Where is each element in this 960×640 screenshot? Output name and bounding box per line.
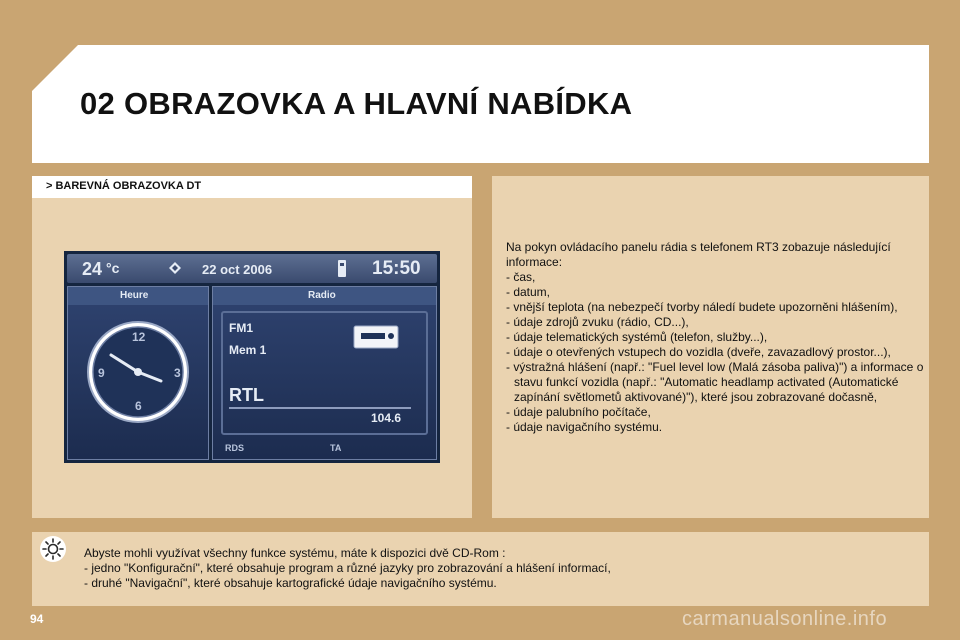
list-item: - údaje navigačního systému. xyxy=(506,420,663,434)
tip-list xyxy=(84,561,914,591)
info-text xyxy=(506,240,924,435)
clock-pane xyxy=(67,286,209,460)
signal-icon xyxy=(336,257,348,279)
watermark: carmanualsonline.info xyxy=(682,608,888,630)
page-number: 94 xyxy=(30,612,44,626)
station-name: RTL xyxy=(229,385,264,405)
list-item: - čas, xyxy=(506,270,536,284)
tip-text xyxy=(84,546,914,591)
temperature-unit: °c xyxy=(106,260,120,276)
memory-label: Mem 1 xyxy=(229,343,267,357)
list-item: - výstražná hlášení (např.: "Fuel level low (Malá zásoba paliva)") a informace o stavu funkcí vozidla (např.: "Automatic headlamp activated (Automatické zapínání světlometů aktivované)"), které jsou zobrazované dočasně, xyxy=(506,360,924,404)
info-intro: Na pokyn ovládacího panelu rádia s telefonem RT3 zobazuje následující informace: xyxy=(506,240,891,269)
list-item: - datum, xyxy=(506,285,551,299)
time: 15:50 xyxy=(372,258,421,279)
list-item: - údaje o otevřených vstupech do vozidla (dveře, zavazadlový prostor...), xyxy=(506,345,891,359)
display-screen xyxy=(64,251,440,463)
clock-number-12: 12 xyxy=(132,330,146,344)
band-label: FM1 xyxy=(229,321,253,335)
clock-number-9: 9 xyxy=(98,366,105,380)
frequency: 104.6 xyxy=(371,411,402,425)
radio-title: Radio xyxy=(308,290,336,301)
list-item: - vnější teplota (na nebezpečí tvorby náledí budete upozorněni hlášením), xyxy=(506,300,898,314)
temperature: 24 xyxy=(82,259,103,279)
date: 22 oct 2006 xyxy=(202,262,273,277)
phone-icon xyxy=(166,259,184,277)
station-underline xyxy=(229,407,411,409)
list-item: - druhé "Navigační", které obsahuje kartografické údaje navigačního systému. xyxy=(84,576,497,590)
radio-icon xyxy=(353,325,399,349)
rds-label: RDS xyxy=(225,443,245,453)
clock-number-6: 6 xyxy=(135,399,142,413)
clock-title: Heure xyxy=(120,290,149,301)
sun-icon xyxy=(40,536,66,562)
page-title: 02 OBRAZOVKA A HLAVNÍ NABÍDKA xyxy=(80,86,633,121)
list-item: - údaje zdrojů zvuku (rádio, CD...), xyxy=(506,315,689,329)
ta-label: TA xyxy=(330,443,342,453)
info-list xyxy=(506,270,924,435)
list-item: - údaje palubního počítače, xyxy=(506,405,651,419)
tip-intro: Abyste mohli využívat všechny funkce systému, máte k dispozici dvě CD-Rom : xyxy=(84,546,506,560)
list-item: - údaje telematických systémů (telefon, služby...), xyxy=(506,330,768,344)
section-title: > BAREVNÁ OBRAZOVKA DT xyxy=(46,180,202,192)
clock-number-3: 3 xyxy=(174,366,181,380)
list-item: - jedno "Konfigurační", které obsahuje program a různé jazyky pro zobrazování a hlášení informací, xyxy=(84,561,611,575)
radio-pane xyxy=(212,286,437,460)
